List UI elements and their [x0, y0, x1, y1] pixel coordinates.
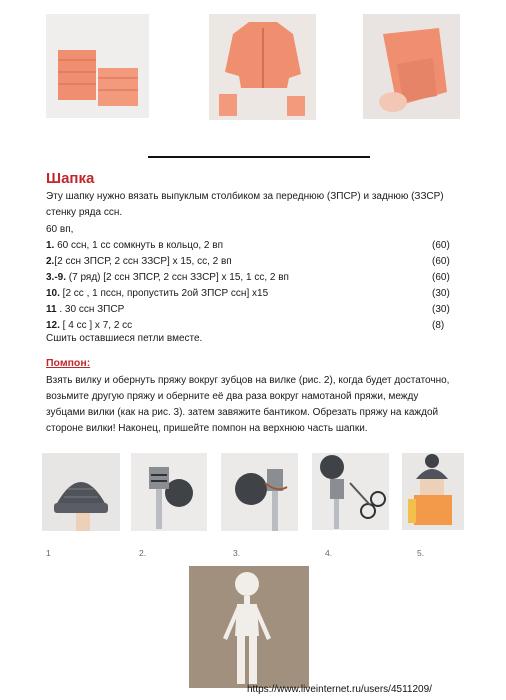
row-text: 60 ссн, 1 сс сомкнуть в кольцо, 2 вп — [54, 240, 224, 251]
row-count: (8) — [432, 320, 445, 331]
row-count: (30) — [432, 304, 450, 315]
caption-2: 2. — [139, 548, 147, 558]
caption-5: 5. — [417, 548, 425, 558]
row-text: [ 4 сс ] x 7, 2 сс — [59, 320, 133, 331]
pattern-row — [46, 302, 456, 318]
source-url[interactable]: https://www.liveinternet.ru/users/4511209/ — [247, 684, 432, 695]
photo-step-fork-wrap — [131, 453, 207, 531]
photo-knitted-coat — [209, 14, 316, 120]
row-text: . 30 ссн ЗПСР — [56, 304, 125, 315]
pattern-row — [46, 286, 456, 302]
photo-doll-body — [189, 566, 309, 688]
section-title: Шапка — [46, 170, 95, 187]
row-count: (60) — [432, 272, 450, 283]
photo-step-fork-tie — [221, 453, 298, 531]
intro-text: Эту шапку нужно вязать выпуклым столбиком за переднюю (ЗПСР) и заднюю (ЗЗСР) стенку ряда ссн. — [46, 191, 444, 218]
pompon-text: Взять вилку и обернуть пряжу вокруг зубцов на вилке (рис. 2), когда будет достаточно, возьмите другую пряжу и оберните её два раза вокруг намотаной пряжи, между зубцами вилки (как на рис. 3). затем завяжите бантиком. Обрезать пряжу на каждой стороне вилки! Наконец, пришейте помпон на верхнюю часть шапки. — [46, 375, 450, 434]
pompon-title: Помпон: — [46, 357, 91, 369]
photo-step-hat — [42, 453, 120, 531]
pattern-row — [46, 254, 456, 270]
pattern-rows — [46, 222, 456, 334]
caption-1: 1 — [46, 548, 51, 558]
photo-knitted-pieces — [46, 14, 149, 118]
row-number: 1. — [46, 240, 55, 251]
caption-4: 4. — [325, 548, 333, 558]
sew-text: Сшить оставшиеся петли вместе. — [46, 333, 203, 344]
pattern-row — [46, 318, 456, 334]
photo-knitted-hood — [363, 14, 460, 119]
row-text: [2 ссн ЗПСР, 2 ссн ЗЗСР] x 15, сс, 2 вп — [54, 256, 232, 267]
row-number: 10. — [46, 288, 60, 299]
row-text: (7 ряд) [2 ссн ЗПСР, 2 ссн ЗЗСР] x 15, 1 сс, 2 вп — [66, 272, 289, 283]
row-number: 2. — [46, 256, 55, 267]
pattern-start: 60 вп, — [46, 224, 74, 235]
row-number: 3.-9. — [46, 272, 67, 283]
pattern-row — [46, 238, 456, 254]
row-text: [2 сс , 1 пссн, пропустить 2ой ЗПСР ссн] x15 — [59, 288, 269, 299]
row-number: 12. — [46, 320, 60, 331]
photo-step-finished-doll — [402, 453, 464, 530]
caption-3: 3. — [233, 548, 241, 558]
row-count: (60) — [432, 256, 450, 267]
pattern-row — [46, 270, 456, 286]
divider-line — [148, 156, 370, 158]
row-count: (60) — [432, 240, 450, 251]
row-number: 11 — [46, 304, 57, 315]
row-count: (30) — [432, 288, 450, 299]
photo-step-cut — [312, 453, 389, 530]
